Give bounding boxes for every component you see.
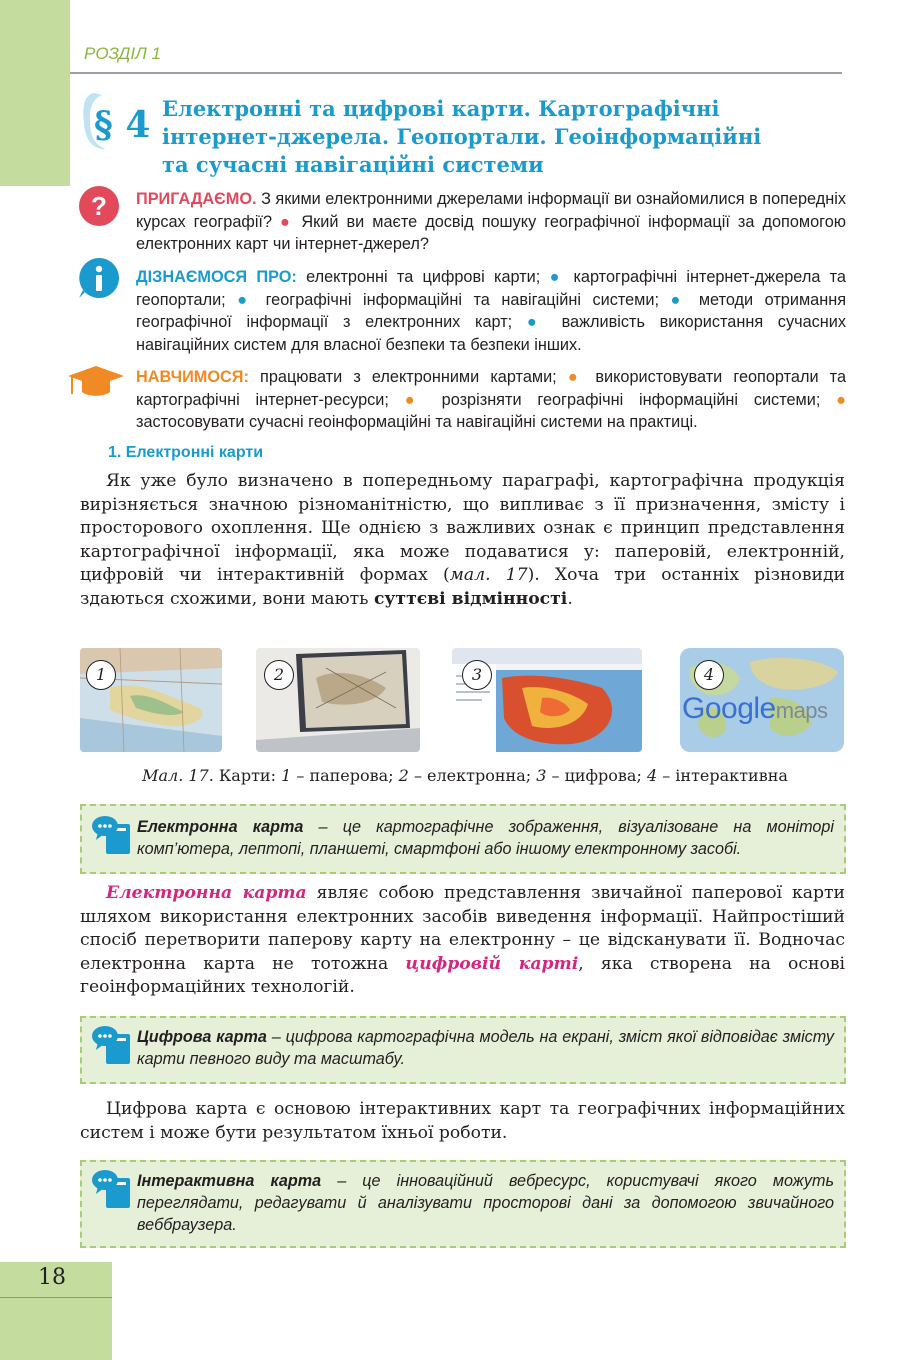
will-learn-block (136, 366, 846, 434)
google-maps-logo (682, 692, 828, 726)
figure-reference: мал. 17 (449, 565, 528, 586)
subsection-heading: 1. Електронні карти (108, 444, 264, 461)
definition-text-1: Електронна карта – це картографічне зображення, візуалізоване на моніторі комп’ютера, лептопі, планшеті, смартфоні або іншому електронному засобі. (137, 818, 834, 858)
paragraph-marker (80, 87, 156, 153)
google-wordmark: Google (682, 692, 776, 725)
digital-map-image (452, 648, 642, 752)
will-learn-item: розрізняти географічні інформаційні системи; (425, 390, 837, 409)
will-learn-item: використовувати геопортали та картографічні інтернет-ресурси; (136, 368, 846, 409)
term-highlight: Електронна карта (106, 883, 307, 903)
laptop-map-image (256, 648, 420, 752)
defined-term: Електронна карта (137, 818, 304, 836)
bullet: ● (404, 390, 426, 409)
definition-book-icon (92, 1168, 132, 1210)
caption-label: Мал. 17. (142, 766, 214, 785)
figure-number-1: 1 (86, 660, 116, 690)
recall-lead: ПРИГАДАЄМО. (136, 190, 257, 208)
recall-text: Який ви маєте досвід пошуку географічної інформації за допомогою електронних карт чи інтернет-джерел? (136, 212, 846, 253)
learn-about-block (136, 266, 846, 356)
definition-text-3: Інтерактивна карта – це інноваційний вебресурс, користувачі якого можуть переглядати, редагувати й аналізувати просторові дані за допомогою звичайного веббраузера. (137, 1172, 834, 1234)
info-icon (79, 258, 119, 298)
emphasis: суттєві відмінності (373, 588, 568, 609)
title-line-1: Електронні та цифрові карти. Картографічні (162, 96, 720, 121)
graduation-cap-icon (68, 364, 124, 400)
page-number: 18 (38, 1265, 66, 1290)
definition-box-2 (80, 1016, 846, 1084)
paragraph-title (162, 95, 852, 179)
bullet: ● (526, 313, 547, 331)
bullet: ● (549, 268, 565, 286)
question-icon (79, 186, 119, 226)
will-learn-item: застосовувати сучасні геоінформаційні та навігаційні системи на практиці. (136, 413, 698, 431)
page-number-rule (0, 1297, 112, 1298)
learn-item: електронні та цифрові карти; (296, 268, 550, 286)
defined-term: Цифрова карта (137, 1028, 267, 1046)
interactive-map-image (680, 648, 844, 752)
body-paragraph-2: Електронна карта являє собою представлення звичайної паперової карти шляхом використання електронних засобів виведення інформації. Найпростіший спосіб перетворити паперову карту на електронну – це відсканувати її. Водночас електронна карта не тотожна цифровій карті, яка створена на основі геоінформаційних технологій. (80, 883, 845, 998)
header-rule (70, 72, 842, 74)
definition-text-2: Цифрова карта – цифрова картографічна модель на екрані, зміст якої відповідає змісту карти певного виду та масштабу. (137, 1028, 834, 1068)
recall-text: З якими електронними джерелами інформації ви ознайомилися в попередніх курсах географії? (136, 190, 846, 231)
term-highlight: цифровій карті (405, 953, 579, 974)
learn-item: картографічні інтернет-джерела та геопортали; (136, 268, 846, 309)
learn-item: методи отримання географічної інформації з електронних карт; (136, 290, 847, 331)
definition-book-icon (92, 814, 132, 856)
figure-number-4: 4 (694, 660, 724, 690)
title-line-2: інтернет-джерела. Геопортали. Геоінформаційні (162, 124, 762, 149)
maps-wordmark: maps (775, 698, 828, 723)
paragraph-number: § 4 (94, 104, 151, 146)
learn-item: географічні інформаційні та навігаційні системи; (254, 290, 671, 309)
title-line-3: та сучасні навігаційні системи (162, 152, 544, 177)
figure-caption: Мал. 17. Карти: 1 – паперова; 2 – електронна; 3 – цифрова; 4 – інтерактивна (142, 766, 788, 785)
bullet: ● (280, 212, 294, 231)
bullet: ● (237, 290, 255, 309)
paper-map-image (80, 648, 222, 752)
bullet: ● (836, 390, 846, 409)
will-learn-lead: НАВЧИМОСЯ: (136, 368, 249, 386)
section-label: РОЗДІЛ 1 (84, 44, 161, 63)
svg-text:?: ? (91, 191, 107, 221)
learn-item: важливість використання сучасних навігаційних систем для власної безпеки та безпеки інших. (136, 313, 846, 354)
figure-number-3: 3 (462, 660, 492, 690)
definition-box-1 (80, 804, 846, 874)
definition-box-3 (80, 1160, 846, 1248)
chapter-tab (0, 0, 70, 186)
body-paragraph-3: Цифрова карта є основою інтерактивних карт та географічних інформаційних систем і може бути результатом їхньої роботи. (80, 1099, 845, 1143)
learn-about-lead: ДІЗНАЄМОСЯ ПРО: (136, 268, 297, 286)
figure-number-2: 2 (264, 660, 294, 690)
body-paragraph-1: Як уже було визначено в попередньому параграфі, картографічна продукція вирізняється значною різноманітністю, що випливає з її призначення, змісту і просторового охоплення. Ще однією з важливих ознак є принцип представлення картографічної інформації, яка може подаватися у: паперовій, електронній, цифровій чи інтерактивній формах (мал. 17). Хоча три останніх різновиди здаються схожими, вони мають суттєві відмінності. (80, 471, 845, 609)
recall-block (136, 188, 846, 256)
will-learn-item: працювати з електронними картами; (248, 368, 568, 386)
bullet: ● (670, 290, 688, 309)
bullet: ● (567, 368, 585, 386)
defined-term: Інтерактивна карта (137, 1172, 322, 1190)
definition-book-icon (92, 1024, 132, 1066)
